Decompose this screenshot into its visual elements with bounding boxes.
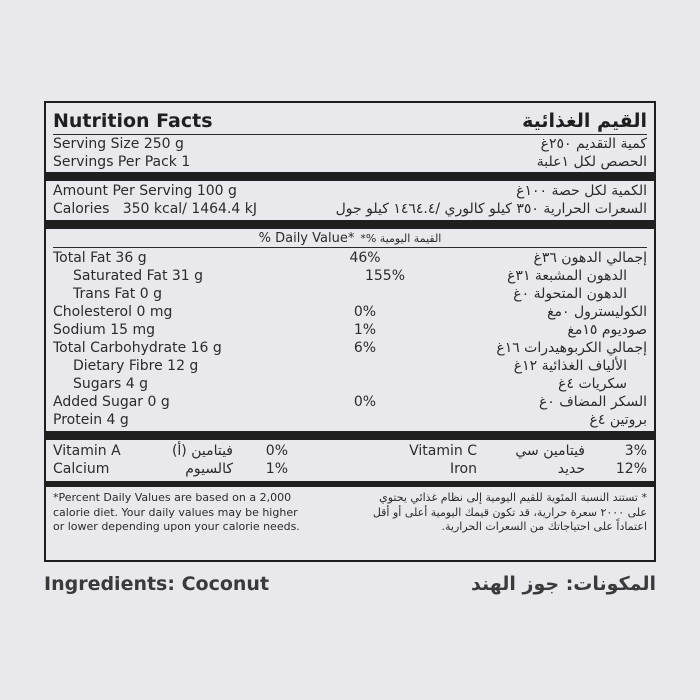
- nutrient-name-en: Dietary Fibre 12 g: [73, 358, 199, 374]
- nutrient-daily-value: 155%: [364, 268, 406, 284]
- nutrient-name-en: Trans Fat 0 g: [73, 286, 162, 302]
- nutrient-row: [53, 285, 647, 303]
- vitamin-right-ar: فيتامين سي: [515, 443, 585, 459]
- vitamin-left-pct: 1%: [265, 461, 288, 477]
- calories-en: Calories 350 kcal/ 1464.4 kJ: [53, 201, 257, 217]
- servings-per-pack-ar: الحصص لكل ١علبة: [536, 154, 647, 170]
- daily-value-header-en: % Daily Value*: [258, 230, 355, 246]
- vitamin-right-en: Iron: [449, 461, 477, 477]
- ingredients-row: [44, 573, 656, 595]
- nutrient-row: [53, 357, 647, 375]
- nutrient-daily-value: 0%: [353, 304, 377, 320]
- servings-per-pack-en: Servings Per Pack 1: [53, 154, 191, 170]
- nutrient-name-ar: إجمالي الدهون ٣٦غ: [533, 250, 647, 266]
- vitamin-right-ar: حديد: [557, 461, 585, 477]
- calories-ar: السعرات الحرارية ٣٥٠ كيلو كالوري /١٤٦٤.٤ كيلو جول: [335, 201, 647, 217]
- footnote: [53, 487, 647, 535]
- nutrient-row: [53, 411, 647, 429]
- nutrient-name-en: Total Carbohydrate 16 g: [53, 340, 222, 356]
- nutrition-facts-panel: [44, 101, 656, 562]
- vitamin-left-pct: 0%: [265, 443, 288, 459]
- nutrient-name-en: Saturated Fat 31 g: [73, 268, 204, 284]
- vitamin-right-pct: 3%: [624, 443, 647, 459]
- nutrient-name-en: Sugars 4 g: [73, 376, 148, 392]
- serving-size-row: [53, 135, 647, 153]
- vitamin-row: [53, 460, 647, 478]
- divider-thick: [46, 431, 654, 440]
- nutrient-list: [53, 249, 647, 429]
- title-en: Nutrition Facts: [53, 110, 213, 132]
- vitamin-left-en: Vitamin A: [53, 443, 121, 459]
- nutrient-name-en: Cholesterol 0 mg: [53, 304, 173, 320]
- serving-size-ar: كمية التقديم ٢٥٠غ: [540, 136, 647, 152]
- nutrient-name-ar: إجمالي الكربوهيدرات ١٦غ: [496, 340, 647, 356]
- vitamin-row: [53, 442, 647, 460]
- footnote-en: *Percent Daily Values are based on a 2,000 calorie diet. Your daily values may be higher or lower depending upon your calorie needs.: [53, 491, 300, 533]
- nutrient-daily-value: 0%: [353, 394, 377, 410]
- daily-value-header: [53, 229, 647, 248]
- servings-per-pack-row: [53, 153, 647, 171]
- nutrient-name-en: Sodium 15 mg: [53, 322, 155, 338]
- ingredients-ar: المكونات: جوز الهند: [471, 573, 656, 595]
- nutrient-daily-value: 46%: [349, 250, 381, 266]
- amount-per-serving-en: Amount Per Serving 100 g: [53, 183, 237, 199]
- nutrient-row: [53, 375, 647, 393]
- nutrient-name-ar: صوديوم ١٥مغ: [567, 322, 647, 338]
- vitamin-left-en: Calcium: [53, 461, 110, 477]
- nutrient-row: [53, 321, 647, 339]
- title-row: [53, 103, 647, 134]
- calories-row: [53, 200, 647, 218]
- nutrient-name-ar: الألياف الغذائية ١٢غ: [513, 358, 627, 374]
- nutrient-name-ar: سكريات ٤غ: [558, 376, 627, 392]
- title-ar: القيم الغذائية: [522, 110, 647, 132]
- vitamin-list: [53, 442, 647, 478]
- nutrient-daily-value: 6%: [353, 340, 377, 356]
- serving-size-en: Serving Size 250 g: [53, 136, 184, 152]
- nutrient-daily-value: 1%: [353, 322, 377, 338]
- nutrient-name-ar: بروتين ٤غ: [589, 412, 647, 428]
- nutrient-row: [53, 339, 647, 357]
- nutrient-name-en: Protein 4 g: [53, 412, 129, 428]
- nutrient-row: [53, 249, 647, 267]
- nutrient-name-en: Added Sugar 0 g: [53, 394, 170, 410]
- nutrient-row: [53, 267, 647, 285]
- nutrient-row: [53, 303, 647, 321]
- nutrient-name-ar: الدهون المشبعة ٣١غ: [507, 268, 627, 284]
- vitamin-left-ar: فيتامين (أ): [171, 443, 233, 459]
- nutrient-row: [53, 393, 647, 411]
- nutrient-name-en: Total Fat 36 g: [53, 250, 147, 266]
- divider-thick: [46, 172, 654, 181]
- vitamin-right-pct: 12%: [615, 461, 647, 477]
- nutrient-name-ar: الدهون المتحولة ٠غ: [513, 286, 627, 302]
- amount-per-serving-row: [53, 182, 647, 200]
- ingredients-en: Ingredients: Coconut: [44, 573, 270, 595]
- vitamin-right-en: Vitamin C: [409, 443, 477, 459]
- daily-value-header-ar: القيمة اليومية %*: [360, 231, 442, 245]
- nutrient-name-ar: السكر المضاف ٠غ: [538, 394, 647, 410]
- vitamin-left-ar: كالسيوم: [185, 461, 233, 477]
- nutrient-name-ar: الكوليسترول ٠مغ: [547, 304, 647, 320]
- footnote-ar: * تستند النسبة المئوية للقيم اليومية إلى نظام غذائي يحتوي على ٢٠٠٠ سعرة حرارية، قد تكون قيمك اليومية أعلى أو أقل اعتماداً على احتياجاتك من السعرات الحرارية.: [372, 491, 647, 533]
- amount-per-serving-ar: الكمية لكل حصة ١٠٠غ: [516, 183, 647, 199]
- divider-thick: [46, 220, 654, 229]
